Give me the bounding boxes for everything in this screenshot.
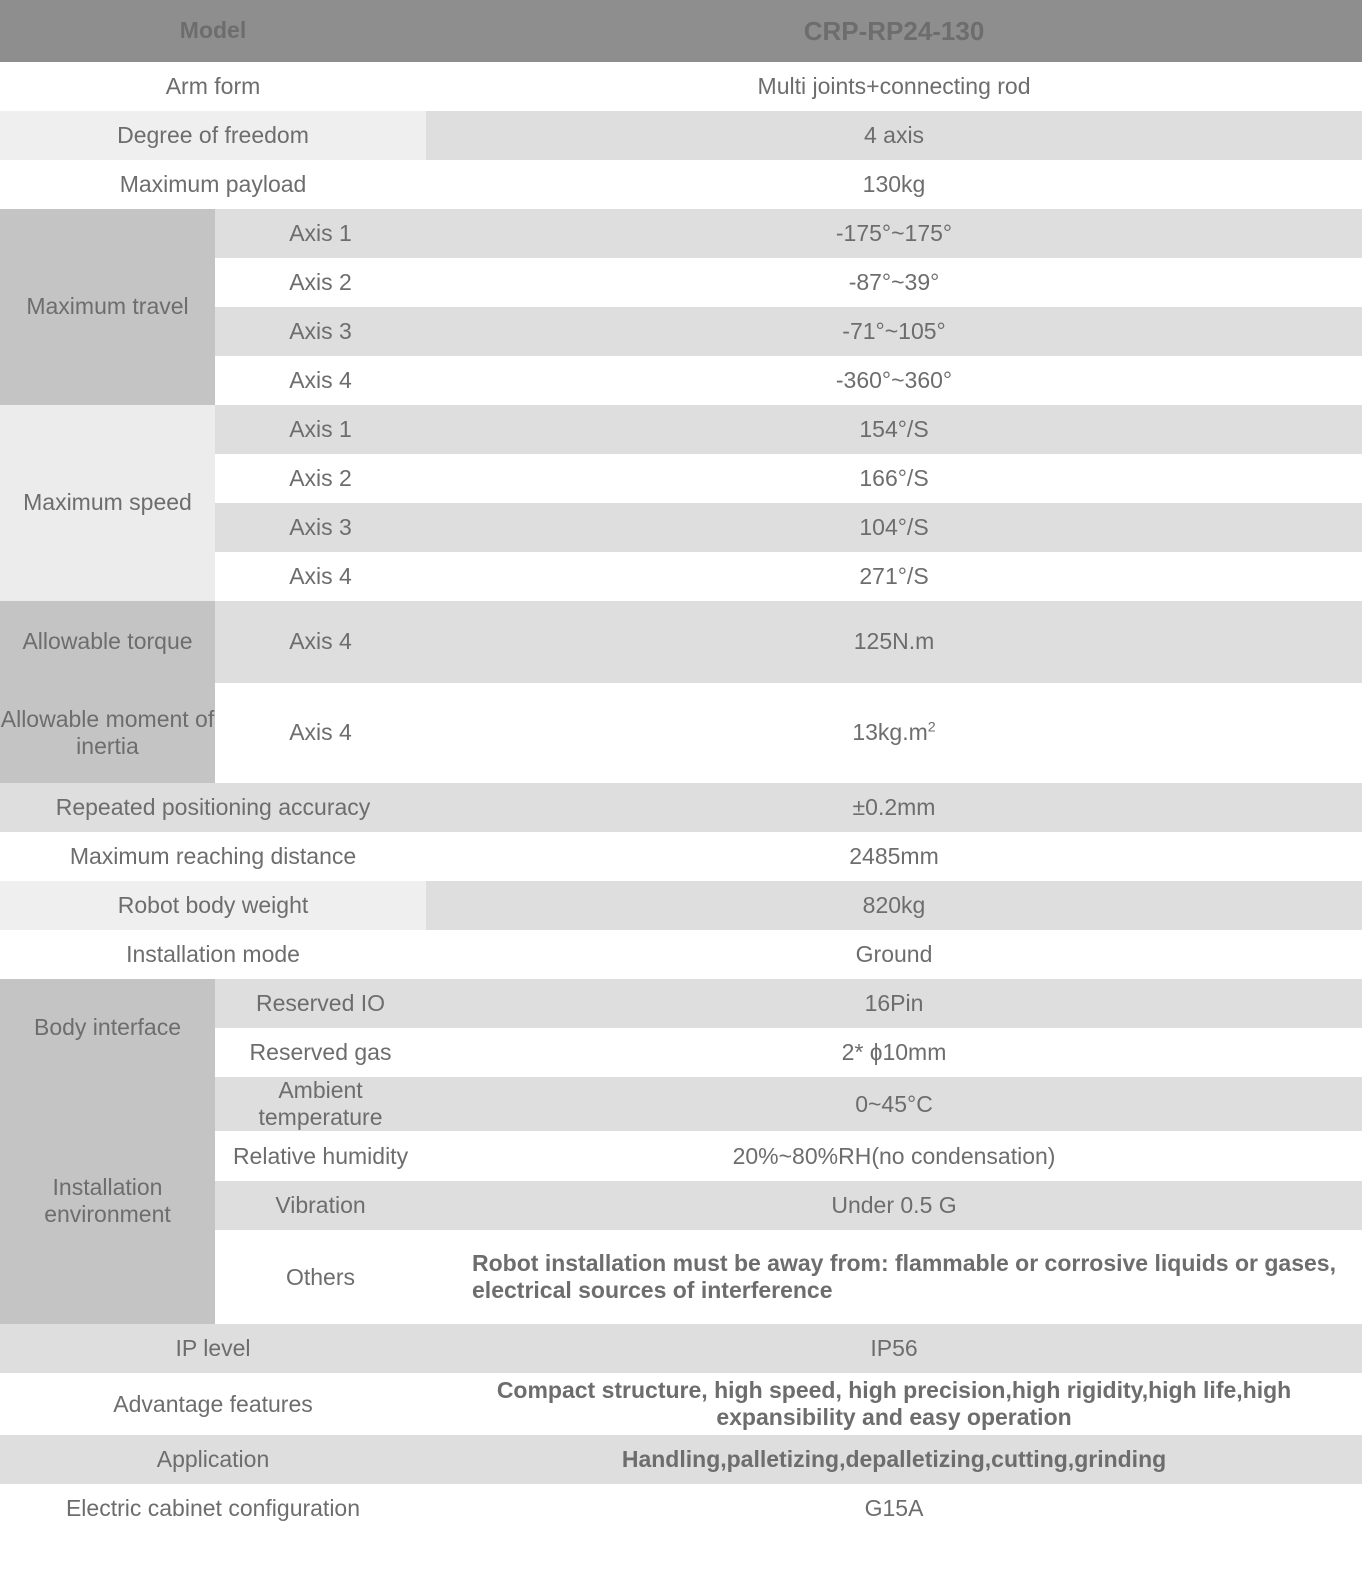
allowable-inertia-value [426,683,1362,783]
table-row [0,111,1362,160]
install-environment-label: Installation environment [0,1077,215,1324]
ip-level-label: IP level [0,1324,426,1373]
max-travel-axis-1-name: Axis 1 [215,209,426,258]
table-row [0,832,1362,881]
advantage-features-value: Compact structure, high speed, high precision,high rigidity,high life,high expansibility and easy operation [426,1373,1362,1435]
header-model-label: Model [0,0,426,62]
max-speed-axis-4-name: Axis 4 [215,552,426,601]
table-row [0,1484,1362,1533]
advantage-features-label: Advantage features [0,1373,426,1435]
header-model-value: CRP-RP24-130 [426,0,1362,62]
max-travel-label: Maximum travel [0,209,215,405]
cabinet-config-label: Electric cabinet configuration [0,1484,426,1533]
max-speed-axis-2-value: 166°/S [426,454,1362,503]
max-travel-axis-4-name: Axis 4 [215,356,426,405]
allowable-inertia-axis-name: Axis 4 [215,683,426,783]
max-travel-axis-4-value: -360°~360° [426,356,1362,405]
allowable-torque-axis-name: Axis 4 [215,601,426,683]
reserved-gas-value: 2* ɸ10mm [426,1028,1362,1077]
arm-form-label: Arm form [0,62,426,111]
table-row [0,979,1362,1028]
body-weight-value: 820kg [426,881,1362,930]
table-row [0,160,1362,209]
max-travel-axis-1-value: -175°~175° [426,209,1362,258]
arm-form-value: Multi joints+connecting rod [426,62,1362,111]
max-speed-axis-1-name: Axis 1 [215,405,426,454]
table-row [0,601,1362,683]
body-interface-label: Body interface [0,979,215,1077]
max-travel-axis-2-name: Axis 2 [215,258,426,307]
allowable-torque-label: Allowable torque [0,601,215,683]
max-speed-axis-3-name: Axis 3 [215,503,426,552]
table-row [0,1373,1362,1435]
repeat-accuracy-label: Repeated positioning accuracy [0,783,426,832]
max-reach-label: Maximum reaching distance [0,832,426,881]
allowable-inertia-label: Allowable moment of inertia [0,683,215,783]
max-speed-axis-1-value: 154°/S [426,405,1362,454]
max-speed-axis-4-value: 271°/S [426,552,1362,601]
allowable-torque-value: 125N.m [426,601,1362,683]
ambient-temperature-value: 0~45°C [426,1077,1362,1131]
reserved-io-name: Reserved IO [215,979,426,1028]
vibration-value: Under 0.5 G [426,1181,1362,1230]
degree-of-freedom-value: 4 axis [426,111,1362,160]
table-row [0,1077,1362,1131]
max-travel-axis-3-value: -71°~105° [426,307,1362,356]
table-row [0,405,1362,454]
vibration-name: Vibration [215,1181,426,1230]
max-travel-axis-3-name: Axis 3 [215,307,426,356]
install-mode-value: Ground [426,930,1362,979]
table-row [0,783,1362,832]
repeat-accuracy-value: ±0.2mm [426,783,1362,832]
body-weight-label: Robot body weight [0,881,426,930]
application-label: Application [0,1435,426,1484]
relative-humidity-name: Relative humidity [215,1131,426,1181]
install-mode-label: Installation mode [0,930,426,979]
max-payload-label: Maximum payload [0,160,426,209]
others-value: Robot installation must be away from: flammable or corrosive liquids or gases, electrical sources of interference [426,1230,1362,1324]
allowable-inertia-value-main: 13kg.m [852,719,928,746]
ip-level-value: IP56 [426,1324,1362,1373]
max-travel-axis-2-value: -87°~39° [426,258,1362,307]
relative-humidity-value: 20%~80%RH(no condensation) [426,1131,1362,1181]
table-row [0,209,1362,258]
table-row [0,683,1362,783]
table-row [0,881,1362,930]
table-header-row [0,0,1362,62]
max-payload-value: 130kg [426,160,1362,209]
max-speed-axis-2-name: Axis 2 [215,454,426,503]
max-speed-axis-3-value: 104°/S [426,503,1362,552]
table-row [0,1324,1362,1373]
reserved-gas-name: Reserved gas [215,1028,426,1077]
others-name: Others [215,1230,426,1324]
table-row [0,930,1362,979]
application-value: Handling,palletizing,depalletizing,cutting,grinding [426,1435,1362,1484]
table-row [0,1435,1362,1484]
cabinet-config-value: G15A [426,1484,1362,1533]
reserved-io-value: 16Pin [426,979,1362,1028]
max-speed-label: Maximum speed [0,405,215,601]
degree-of-freedom-label: Degree of freedom [0,111,426,160]
table-row [0,62,1362,111]
ambient-temperature-name: Ambient temperature [215,1077,426,1131]
max-reach-value: 2485mm [426,832,1362,881]
allowable-inertia-value-exponent: 2 [927,719,936,736]
